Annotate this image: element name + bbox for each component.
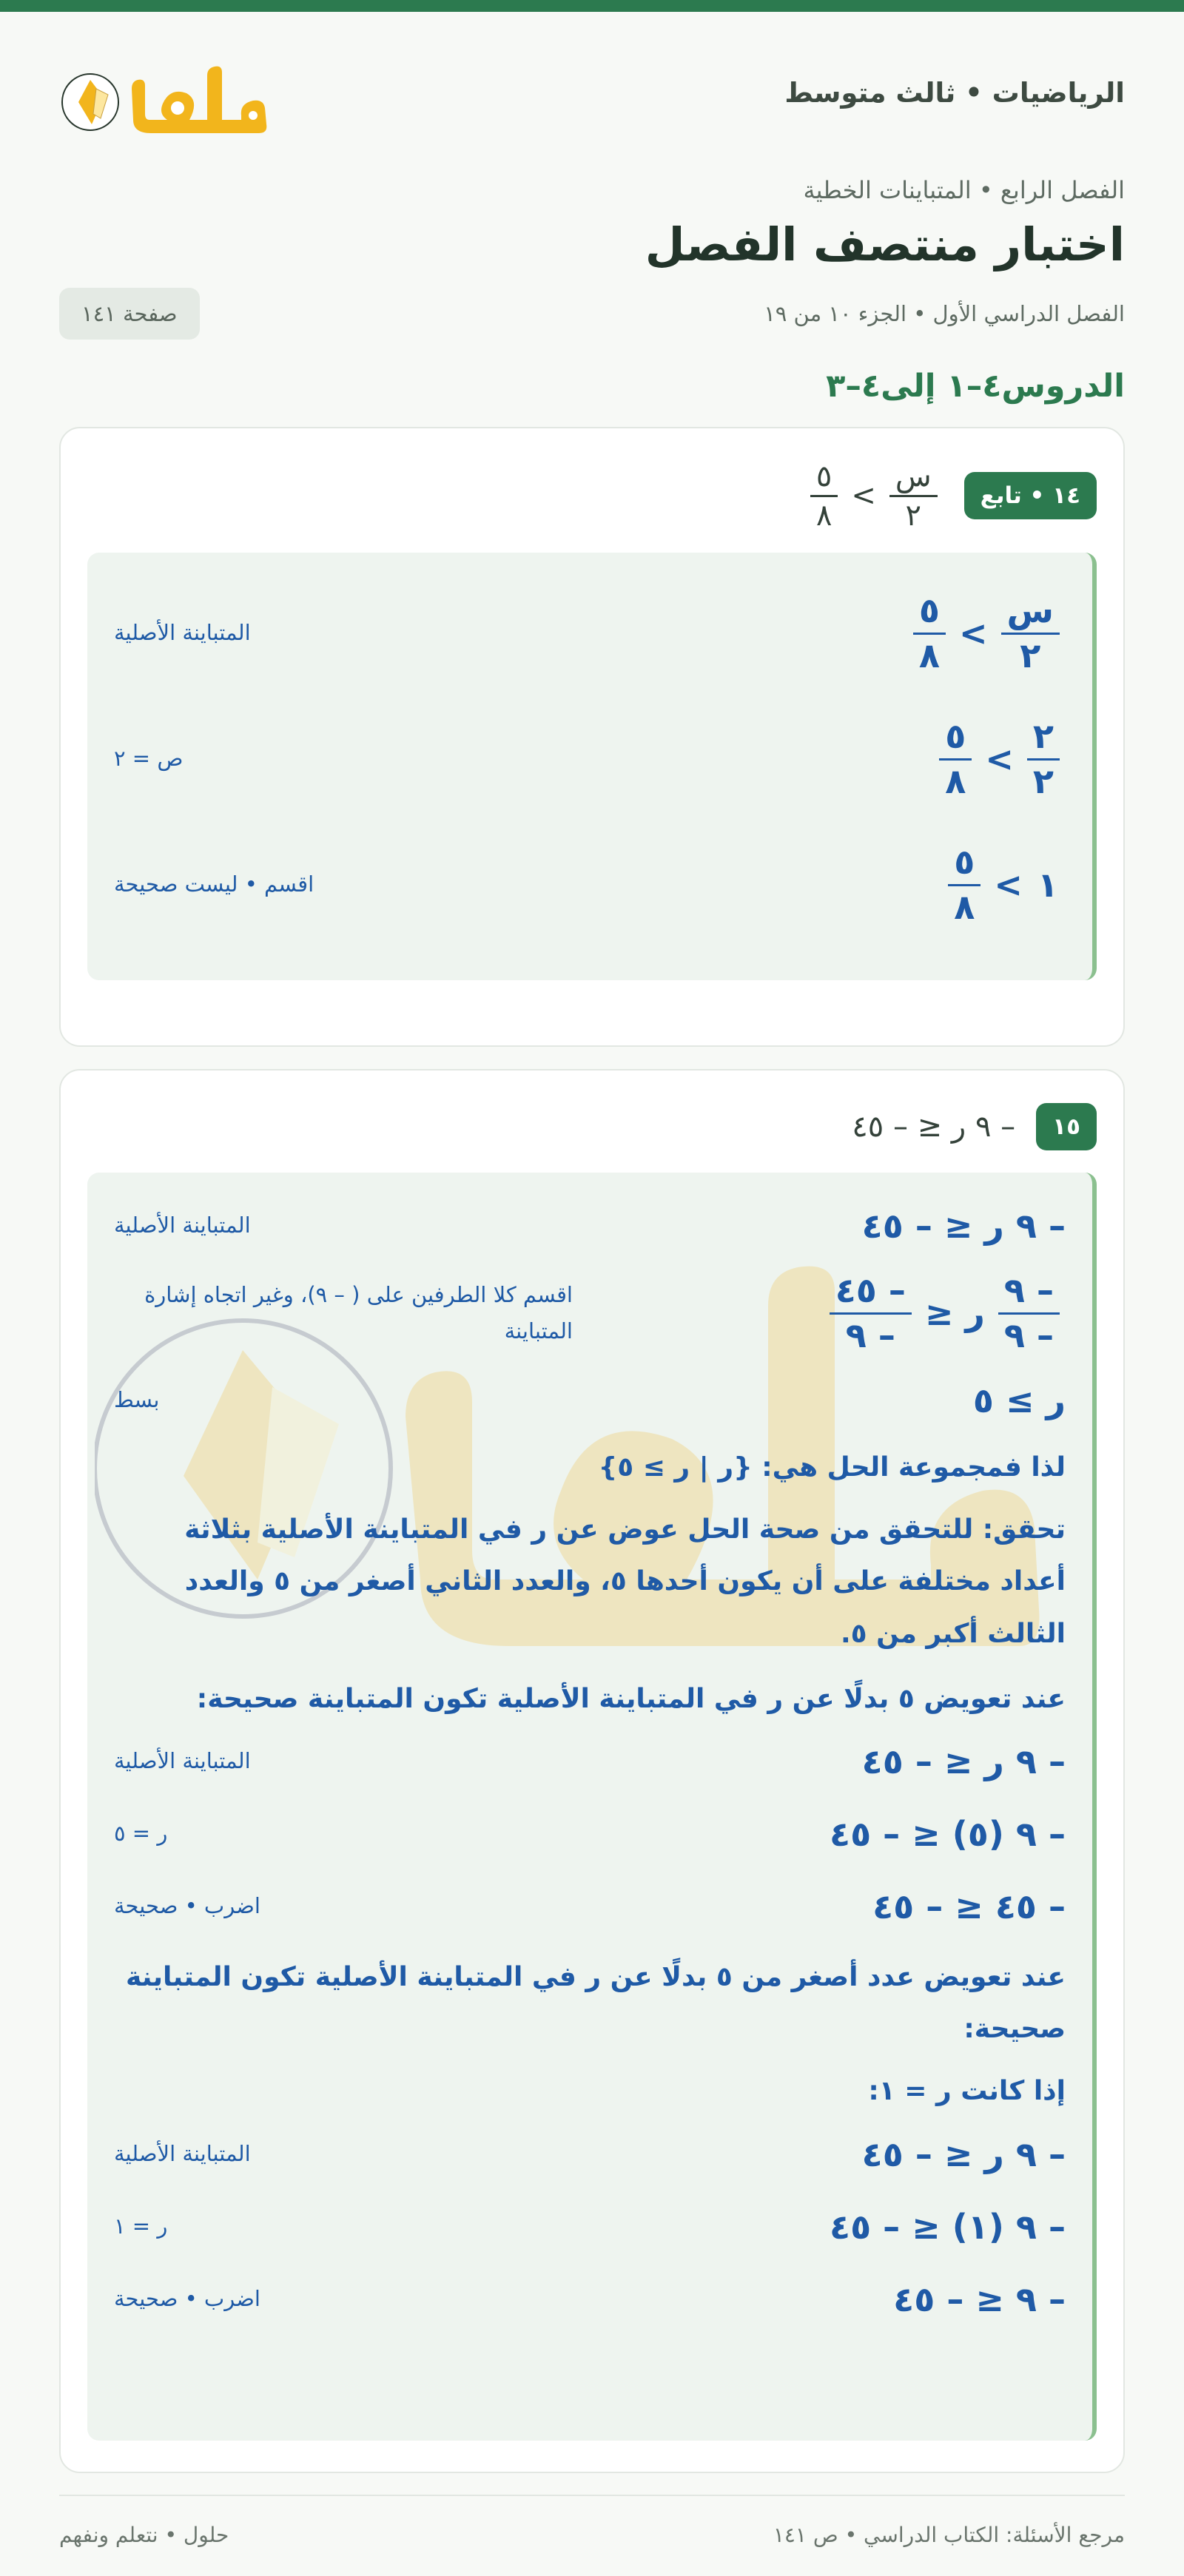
solution-step: – ٩ ر ≤ – ٤٥ المتباينة الأصلية bbox=[114, 2134, 1066, 2174]
top-accent-bar bbox=[0, 0, 1184, 12]
step-note: اقسم • ليست صحيحة bbox=[114, 871, 314, 897]
page-footer bbox=[59, 2495, 1125, 2547]
solution-step: ١> $\frac{٥}{٨}$ اقسم • ليست صحيحة bbox=[114, 842, 1058, 927]
subject-label: الرياضيات • ثالث متوسط bbox=[784, 77, 1125, 109]
solution-step: – ٤٥ ≤ – ٤٥ اضرب • صحيحة bbox=[114, 1886, 1066, 1926]
question-card-15 bbox=[59, 1069, 1125, 2473]
problem-expression: $\frac{\text{س}}{٢}$ > $\frac{٥}{٨}$ bbox=[804, 458, 944, 534]
step-note: المتباينة الأصلية bbox=[114, 1213, 251, 1238]
solution-box bbox=[87, 1173, 1097, 2441]
footer-brand[interactable]: حلول • نتعلم ونفهم bbox=[59, 2523, 229, 2547]
term-label: الفصل الدراسي الأول • الجزء ١٠ من ١٩ bbox=[764, 301, 1125, 326]
substitution-intro: عند تعويض ٥ بدلًا عن ر في المتباينة الأصلية تكون المتباينة صحيحة: bbox=[196, 1683, 1066, 1714]
substitution-intro: عند تعويض عدد أصغر من ٥ بدلًا عن ر في المتباينة الأصلية تكون المتباينة صحيحة: bbox=[125, 1961, 1066, 2045]
step-note: اضرب • صحيحة bbox=[114, 2285, 260, 2311]
question-number-badge: ١٥ bbox=[1036, 1103, 1097, 1150]
step-note: اضرب • صحيحة bbox=[114, 1893, 260, 1919]
step-note: ص = ٢ bbox=[114, 746, 184, 772]
solution-step: $\frac{٢}{٢}$ > $\frac{٥}{٨}$ ص = ٢ bbox=[114, 696, 1066, 822]
step-note: المتباينة الأصلية bbox=[114, 620, 251, 646]
solution-step: – ٩ ر ≤ – ٤٥ المتباينة الأصلية bbox=[114, 1741, 1066, 1781]
page-title: اختبار منتصف الفصل bbox=[645, 218, 1125, 272]
solution-step: ر ≥ ٥ بسط bbox=[114, 1380, 1066, 1420]
question-number-badge: ١٤ • تابع bbox=[964, 472, 1097, 519]
solution-step: – ٩ ر ≤ – ٤٥ المتباينة الأصلية bbox=[114, 1206, 1066, 1246]
page-number-badge: صفحة ١٤١ bbox=[59, 288, 200, 340]
question-card-14 bbox=[59, 427, 1125, 1047]
step-note: بسط bbox=[114, 1387, 160, 1413]
chapter-label: الفصل الرابع • المتباينات الخطية bbox=[803, 176, 1125, 204]
step-note: المتباينة الأصلية bbox=[114, 2140, 251, 2166]
footer-reference: مرجع الأسئلة: الكتاب الدراسي • ص ١٤١ bbox=[773, 2523, 1125, 2547]
page-header bbox=[59, 12, 1125, 167]
fraction: $\frac{\text{س}}{٢}$ bbox=[889, 458, 938, 534]
solution-step: $\frac{- ٩}{- ٩}$ ر ≤ $\frac{- ٤٥}{- ٩}$ اقسم كلا الطرفين على ( – ٩)، وغير اتجاه إشارة المتباينة bbox=[114, 1261, 1066, 1365]
step-note: المتباينة الأصلية bbox=[114, 1748, 251, 1774]
solution-step: – ٩ (١) ≤ – ٤٥ ر = ١ bbox=[114, 2206, 1066, 2247]
solution-step: – ٩ ≤ – ٤٥ اضرب • صحيحة bbox=[114, 2279, 1066, 2319]
fraction: $\frac{٥}{٨}$ bbox=[810, 458, 838, 534]
solution-step: $\frac{\text{س}}{٢}$ > $\frac{٥}{٨}$ المتباينة الأصلية bbox=[114, 570, 1066, 696]
check-paragraph: تحقق: للتحقق من صحة الحل عوض عن ر في المتباينة الأصلية بثلاثة أعداد مختلفة على أن يكون أحدها ٥، والعدد الثاني أصغر من ٥ والعدد الثالث أكبر من ٥. bbox=[184, 1514, 1066, 1649]
lessons-heading: الدروس٤–١ إلى٤–٣ bbox=[826, 368, 1125, 405]
solution-box bbox=[87, 553, 1097, 980]
substitution-case: إذا كانت ر = ١: bbox=[868, 2076, 1066, 2107]
step-note: اقسم كلا الطرفين على ( – ٩)، وغير اتجاه إشارة المتباينة bbox=[144, 1281, 573, 1343]
solution-step: – ٩ (٥) ≤ – ٤٥ ر = ٥ bbox=[114, 1813, 1066, 1854]
solution-set: لذا فمجموعة الحل هي: {ر | ر ≥ ٥} bbox=[598, 1452, 1066, 1483]
hulul-logo[interactable] bbox=[59, 56, 270, 145]
step-note: ر = ٥ bbox=[114, 1821, 168, 1847]
step-note: ر = ١ bbox=[114, 2213, 168, 2239]
problem-expression: – ٩ ر ≤ – ٤٥ bbox=[852, 1110, 1016, 1144]
